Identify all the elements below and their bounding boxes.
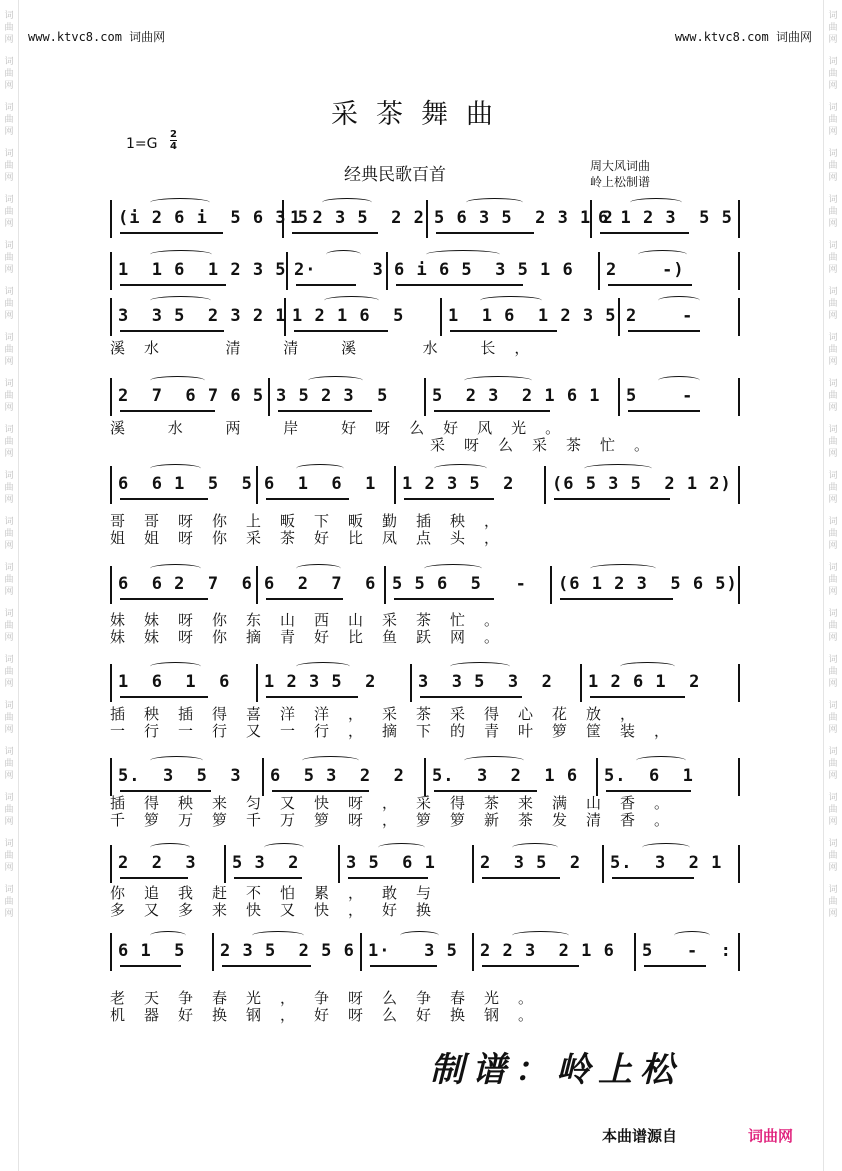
beam-underline [450,330,557,332]
slur-arc [150,756,203,765]
slur-arc [400,931,439,940]
beam-underline [120,877,188,879]
slur-arc [326,250,361,259]
measure-notes: 5. 6 1 [604,766,694,786]
bar-line [410,664,412,702]
beam-underline [404,498,494,500]
source-label: 本曲谱源自 [602,1127,678,1145]
measure-notes: 2 -) [606,260,685,280]
bar-line [268,378,270,416]
bar-line [634,933,636,971]
beam-underline [590,696,685,698]
slur-arc [658,376,700,385]
beam-underline [628,410,700,412]
lyric-line: 老天争春光，争呀么争春光。 [110,989,553,1007]
beam-underline [348,877,428,879]
measure-notes: 5 5 6 5 - [392,574,527,594]
beam-underline [606,790,691,792]
bar-line [598,252,600,290]
slur-arc [434,464,487,473]
lyric-line: 溪 水 两 岸 好呀么好风光。 [110,419,580,437]
slur-arc [466,198,523,207]
beam-underline [612,877,694,879]
slur-arc [150,296,211,305]
slur-arc [426,250,500,259]
measure-notes: 5 2 3 2 1 6 1 [432,386,601,406]
beam-underline [608,284,692,286]
beam-underline [396,284,523,286]
slur-arc [464,376,532,385]
arranger-credit: 岭上松制谱 [590,175,651,189]
bar-line [738,566,740,604]
measure-notes: (6 1 2 3 5 6 5) [558,574,738,594]
bar-line [338,845,340,883]
lyric-line: 妹妹呀你摘青好比鱼跃网。 [110,628,519,646]
bar-line [360,933,362,971]
slur-arc [638,250,687,259]
slur-arc [464,756,524,765]
bar-line [738,664,740,702]
measure-notes: 2 3 5 2 5 6 [220,941,355,961]
slur-arc [150,843,190,852]
slur-arc [296,564,341,573]
slur-arc [424,564,482,573]
measure-notes: 1 2 3 5 2 [402,474,515,494]
bar-line [110,664,112,702]
measure-notes: 1 2 3 5 2 2 [290,208,425,228]
bar-line [738,298,740,336]
bar-line [472,845,474,883]
measure-notes: 5 3 2 [232,853,300,873]
song-title: 采茶舞曲 [331,99,511,130]
bar-line [440,298,442,336]
beam-underline [222,965,311,967]
slur-arc [264,843,304,852]
bar-line [256,664,258,702]
bar-line [110,200,112,238]
site-url-left[interactable] [28,28,165,45]
lyric-line: 千箩万箩千万箩呀，箩箩新茶发清香。 [110,811,689,829]
signature-handwritten: 制谱：岭上松 [430,1050,682,1090]
beam-underline [120,284,226,286]
slur-arc [308,376,363,385]
beam-underline [434,790,537,792]
site-url-right[interactable] [675,28,812,45]
beam-underline [278,410,372,412]
site-name-text: 词曲网 [775,30,812,44]
site-url-text: www.ktvc8.com [674,30,769,44]
time-signature-bottom: 4 [170,141,177,152]
slur-arc [512,843,558,852]
measure-notes: 1 2 3 5 2 [264,672,377,692]
measure-notes: 1· 3 5 [368,941,458,961]
bar-line [580,664,582,702]
lyric-line: 机器好换钢，好呀么好换钢。 [110,1006,553,1024]
bar-line [110,378,112,416]
beam-underline [560,598,673,600]
beam-underline [120,232,223,234]
lyric-line: 妹妹呀你东山西山采茶忙。 [110,611,519,629]
lyric-line: 姐姐呀你采茶好比凤点头， [110,529,519,547]
beam-underline [436,232,534,234]
measure-notes: 3 5 6 1 [346,853,436,873]
beam-underline [420,696,522,698]
bar-line [738,252,740,290]
beam-underline [292,232,378,234]
bar-line [424,758,426,796]
beam-underline [272,790,369,792]
beam-underline [434,410,550,412]
key-signature: 1=G [126,136,158,152]
beam-underline [600,232,689,234]
slur-arc [150,376,205,385]
slur-arc [480,296,542,305]
slur-arc [620,662,675,671]
lyric-line: 你追我赶不怕累，敢与 [110,884,451,902]
time-signature-top: 2 [170,129,177,140]
slur-arc [150,250,212,259]
site-url-text: www.ktvc8.com [28,30,122,44]
lyric-line: 多又多来快又快，好换 [110,901,451,919]
slur-arc [450,662,510,671]
measure-notes: 2 3 5 2 [480,853,582,873]
bar-line [738,933,740,971]
measure-notes: 6 5 3 2 2 [270,766,405,786]
beam-underline [482,877,560,879]
beam-underline [554,498,670,500]
beam-underline [120,790,211,792]
measure-notes: 6 1 2 3 5 5 [598,208,733,228]
slur-arc [150,464,201,473]
bar-line [110,758,112,796]
slur-arc [322,198,372,207]
bar-line [738,466,740,504]
time-signature [170,129,177,152]
measure-notes: 5 - : [642,941,732,961]
bar-line [256,466,258,504]
measure-notes: 3 5 2 3 5 [276,386,389,406]
bar-line [738,378,740,416]
bar-line [224,845,226,883]
measure-notes: 5. 3 2 1 [610,853,723,873]
bar-line [110,298,112,336]
slur-arc [584,464,652,473]
slur-arc [378,843,425,852]
bar-line [384,566,386,604]
measure-notes: 5. 3 5 3 [118,766,242,786]
measure-notes: 2 - [626,306,694,326]
lyric-line: 哥哥呀你上畈下畈勤插秧， [110,512,519,530]
lyric-line: 一行一行又一行，摘下的青叶箩筐装， [110,722,689,740]
slur-arc [674,931,710,940]
bar-line [110,252,112,290]
beam-underline [644,965,706,967]
measure-notes: 6 1 6 1 [264,474,377,494]
slur-arc [658,296,700,305]
slur-arc [302,756,359,765]
beam-underline [120,498,208,500]
bar-line [110,566,112,604]
measure-notes: 2 2 3 [118,853,197,873]
beam-underline [120,598,208,600]
lyric-line: 插得秧来匀又快呀，采得茶来满山香。 [110,794,689,812]
slur-arc [296,662,350,671]
site-name-text: 词曲网 [129,30,166,44]
bar-line [256,566,258,604]
bar-line [472,933,474,971]
beam-underline [482,965,579,967]
measure-notes: 5 6 3 5 2 3 1 2 [434,208,614,228]
bar-line [394,466,396,504]
bar-line [602,845,604,883]
slur-arc [296,464,344,473]
bar-line [618,298,620,336]
slur-arc [590,564,656,573]
slur-arc [636,756,686,765]
lyric-line: 插秧插得喜洋洋，采茶采得心花放， [110,705,655,723]
measure-notes: 3 3 5 2 3 2 1 [118,306,287,326]
measure-notes: 1 6 1 6 [118,672,231,692]
slur-arc [150,564,201,573]
measure-notes: 2 7 6 7 6 5 [118,386,265,406]
beam-underline [294,330,388,332]
bar-line [738,758,740,796]
beam-underline [370,965,437,967]
bar-line [424,378,426,416]
lyric-line: 溪水 清 清 溪 水 长， [110,339,549,357]
bar-line [738,845,740,883]
watermark-strip-left: 词 曲 网 词 曲 网 词 曲 网 词 曲 网 词 曲 网 词 曲 网 词 曲 网 词 曲 网 词 曲 网 词 曲 网 词 曲 网 词 曲 网 词 曲 网 词 曲 网 词 曲 网 词 曲 网 词 曲 网 词 曲 网 词 曲 网 词 曲 网 [0,0,19,1171]
slur-arc [252,931,304,940]
bar-line [110,845,112,883]
bar-line [262,758,264,796]
measure-notes: 5 - [626,386,694,406]
beam-underline [628,330,700,332]
measure-notes: 1 2 6 1 2 [588,672,701,692]
bar-line [110,933,112,971]
watermark-strip-right: 词 曲 网 词 曲 网 词 曲 网 词 曲 网 词 曲 网 词 曲 网 词 曲 网 词 曲 网 词 曲 网 词 曲 网 词 曲 网 词 曲 网 词 曲 网 词 曲 网 词 曲 网 词 曲 网 词 曲 网 词 曲 网 词 曲 网 词 曲 网 [823,0,842,1171]
measure-notes: 3 3 5 3 2 [418,672,553,692]
beam-underline [394,598,494,600]
measure-notes: (i 2 6 i 5 6 3 5 [118,208,309,228]
lyricist-credit: 周大风词曲 [590,159,651,173]
slur-arc [512,931,569,940]
source-brand-link[interactable]: 词曲网 [748,1127,794,1145]
credits [590,158,650,190]
beam-underline [266,498,349,500]
slur-arc [324,296,379,305]
bar-line [550,566,552,604]
bar-line [618,378,620,416]
bar-line [738,200,740,238]
beam-underline [266,696,358,698]
lyric-line: 采呀么采茶忙。 [430,436,669,454]
collection-subtitle: 经典民歌百首 [344,165,446,185]
slur-arc [150,662,201,671]
measure-notes: 5. 3 2 1 6 [432,766,579,786]
beam-underline [234,877,302,879]
beam-underline [266,598,343,600]
measure-notes: 6 i 6 5 3 5 1 6 [394,260,574,280]
beam-underline [296,284,356,286]
bar-line [386,252,388,290]
bar-line [212,933,214,971]
slur-arc [150,931,186,940]
bar-line [544,466,546,504]
measure-notes: 6 1 5 [118,941,186,961]
slur-arc [150,198,210,207]
measure-notes: 1 1 6 1 2 3 5 [448,306,617,326]
slur-arc [630,198,682,207]
measure-notes: 1 1 6 1 2 3 5 [118,260,287,280]
measure-notes: 6 2 7 6 [264,574,377,594]
measure-notes: 2 2 3 2 1 6 [480,941,615,961]
beam-underline [120,696,208,698]
measure-notes: 6 6 1 5 5 [118,474,253,494]
beam-underline [120,965,181,967]
slur-arc [642,843,690,852]
measure-notes: 6 6 2 7 6 [118,574,253,594]
bar-line [426,200,428,238]
bar-line [110,466,112,504]
beam-underline [120,330,224,332]
measure-notes: 2· 3 [294,260,384,280]
beam-underline [120,410,215,412]
measure-notes: 1 2 1 6 5 [292,306,405,326]
bar-line [596,758,598,796]
measure-notes: (6 5 3 5 2 1 2) [552,474,732,494]
